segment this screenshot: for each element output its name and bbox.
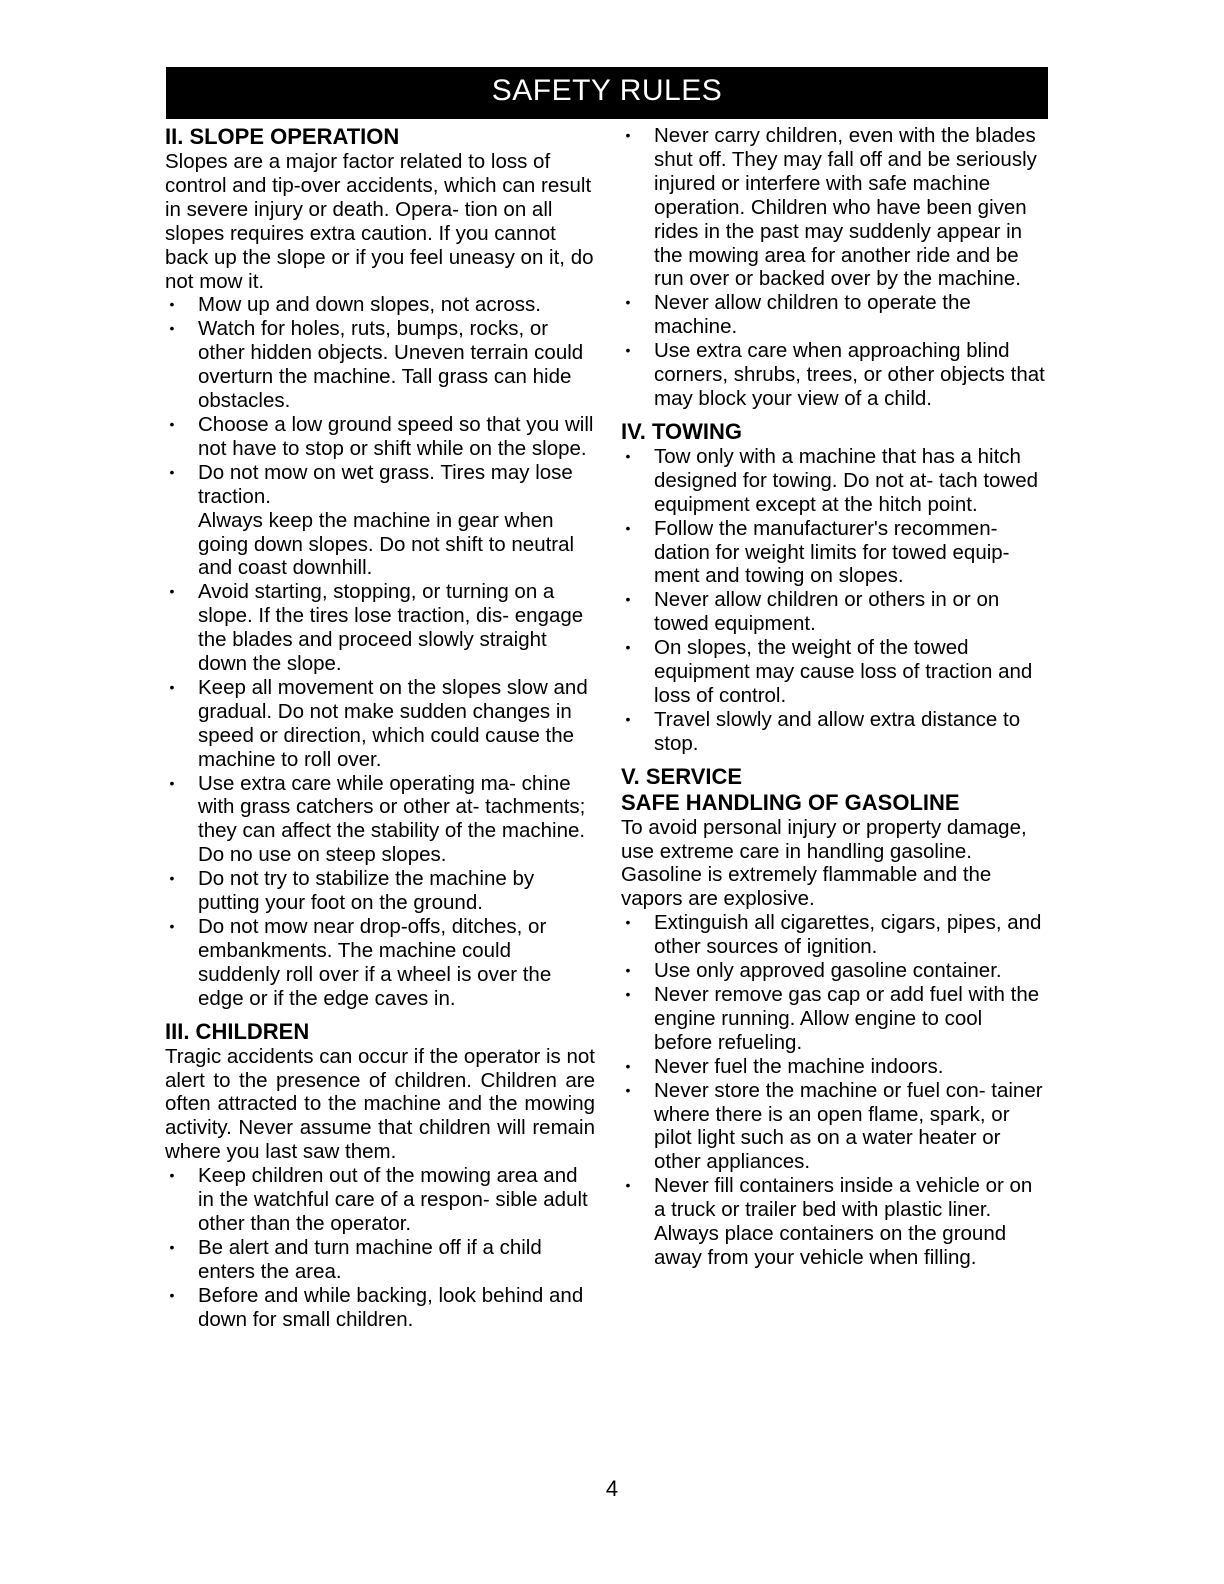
list-item: • Never fuel the machine indoors. <box>621 1055 1046 1079</box>
list-item: • Never fill containers inside a vehicle or on a truck or trailer bed with plastic liner. Always place containers on the ground away from your vehicle when filling. <box>621 1174 1046 1270</box>
bullet-icon: • <box>625 447 631 464</box>
towing-rules-list <box>621 445 1046 756</box>
bullet-icon: • <box>169 870 175 887</box>
list-item: • Never allow children or others in or on towed equipment. <box>621 588 1046 636</box>
children-heading: III. CHILDREN <box>165 1018 310 1044</box>
list-item: • On slopes, the weight of the towed equipment may cause loss of traction and loss of control. <box>621 636 1046 708</box>
gasoline-heading: SAFE HANDLING OF GASOLINE <box>621 789 960 815</box>
bullet-icon: • <box>625 710 631 727</box>
bullet-icon: • <box>169 774 175 791</box>
slope-rules-list <box>165 293 595 1010</box>
bullet-icon: • <box>169 1286 175 1303</box>
bullet-icon: • <box>625 914 631 931</box>
list-item: • Extinguish all cigarettes, cigars, pipes, and other sources of ignition. <box>621 911 1046 959</box>
bullet-icon: • <box>625 639 631 656</box>
slope-intro: Slopes are a major factor related to loss of control and tip-over accidents, which can result in severe injury or death. Opera- tion on all slopes requires extra caution. If you cannot back up the slope or if you feel uneasy on it, do not mow it. <box>165 150 594 293</box>
list-item: • Watch for holes, ruts, bumps, rocks, or other hidden objects. Uneven terrain could overturn the machine. Tall grass can hide obstacles. <box>165 317 595 413</box>
bullet-icon: • <box>625 519 631 536</box>
bullet-icon: • <box>625 1177 631 1194</box>
bullet-icon: • <box>169 415 175 432</box>
bullet-icon: • <box>625 986 631 1002</box>
list-item: • Tow only with a machine that has a hitch designed for towing. Do not at- tach towed equipment except at the hitch point. <box>621 445 1046 517</box>
bullet-icon: • <box>169 320 175 337</box>
right-column <box>621 124 1046 1270</box>
list-item: • Before and while backing, look behind and down for small children. <box>165 1284 595 1332</box>
list-item: • Use only approved gasoline container. <box>621 959 1046 983</box>
bullet-icon: • <box>625 1057 631 1074</box>
list-item: • Do not mow on wet grass. Tires may lose traction. Always keep the machine in gear when going down slopes. Do not shift to neutral and coast downhill. <box>165 461 595 581</box>
list-item: • Never carry children, even with the blades shut off. They may fall off and be seriously injured or interfere with safe machine operation. Children who have been given rides in the past may suddenly appear in the mowing area for another ride and be run over or backed over by the machine. <box>621 124 1046 291</box>
list-item: • Do not try to stabilize the machine by putting your foot on the ground. <box>165 867 595 915</box>
list-item: • Mow up and down slopes, not across. <box>165 293 595 317</box>
left-column <box>165 124 595 1332</box>
towing-heading: IV. TOWING <box>621 418 743 444</box>
children-rules-list-left <box>165 1164 595 1331</box>
bullet-icon: • <box>625 962 631 979</box>
bullet-icon: • <box>625 342 631 359</box>
list-item: • Keep children out of the mowing area and in the watchful care of a respon- sible adult other than the operator. <box>165 1164 595 1236</box>
children-rules-list-right <box>621 124 1046 411</box>
list-item: • Avoid starting, stopping, or turning on a slope. If the tires lose traction, dis- engage the blades and proceed slowly straight down the slope. <box>165 580 595 676</box>
slope-operation-heading: II. SLOPE OPERATION <box>165 124 400 149</box>
list-item: • Use extra care when approaching blind corners, shrubs, trees, or other objects that may block your view of a child. <box>621 339 1046 411</box>
gear-note: Always keep the machine in gear when going down slopes. Do not shift to neutral and coast downhill. <box>198 508 575 580</box>
list-item: • Never allow children to operate the machine. <box>621 291 1046 339</box>
children-intro: Tragic accidents can occur if the operator is not alert to the presence of children. Children are often attracted to the machine and the mowing activity. Never assume that children will remain where you last saw them. <box>165 1044 595 1164</box>
bullet-icon: • <box>625 1081 631 1098</box>
bullet-icon: • <box>169 296 175 313</box>
bullet-icon: • <box>169 918 175 934</box>
bullet-icon: • <box>169 1167 175 1184</box>
list-item: • Follow the manufacturer's recommen- dation for weight limits for towed equip- ment and towing on slopes. <box>621 517 1046 589</box>
gasoline-rules-list <box>621 911 1046 1270</box>
bullet-icon: • <box>169 678 175 695</box>
bullet-icon: • <box>169 583 175 600</box>
section-banner: SAFETY RULES <box>166 67 1048 119</box>
bullet-icon: • <box>169 463 175 480</box>
bullet-icon: • <box>625 294 631 311</box>
list-item: • Travel slowly and allow extra distance to stop. <box>621 708 1046 756</box>
page-number: 4 <box>605 1476 619 1501</box>
list-item: • Choose a low ground speed so that you will not have to stop or shift while on the slope. <box>165 413 595 461</box>
gasoline-intro: To avoid personal injury or property damage, use extreme care in handling gasoline. Gasoline is extremely flammable and the vapors are explosive. <box>621 815 1027 911</box>
bullet-icon: • <box>625 127 631 143</box>
bullet-icon: • <box>169 1238 175 1255</box>
bullet-icon: • <box>625 591 631 608</box>
list-item: • Use extra care while operating ma- chine with grass catchers or other at- tachments; they can affect the stability of the machine. Do no use on steep slopes. <box>165 772 595 868</box>
list-item: • Be alert and turn machine off if a child enters the area. <box>165 1236 595 1284</box>
service-heading: V. SERVICE <box>621 763 743 789</box>
list-item: • Keep all movement on the slopes slow and gradual. Do not make sudden changes in speed or direction, which could cause the machine to roll over. <box>165 676 595 772</box>
list-item: • Never remove gas cap or add fuel with the engine running. Allow engine to cool before refueling. <box>621 983 1046 1055</box>
list-item: • Never store the machine or fuel con- tainer where there is an open flame, spark, or pilot light such as on a water heater or other appliances. <box>621 1079 1046 1175</box>
list-item: • Do not mow near drop-offs, ditches, or embankments. The machine could suddenly roll over if a wheel is over the edge or if the edge caves in. <box>165 915 595 1011</box>
